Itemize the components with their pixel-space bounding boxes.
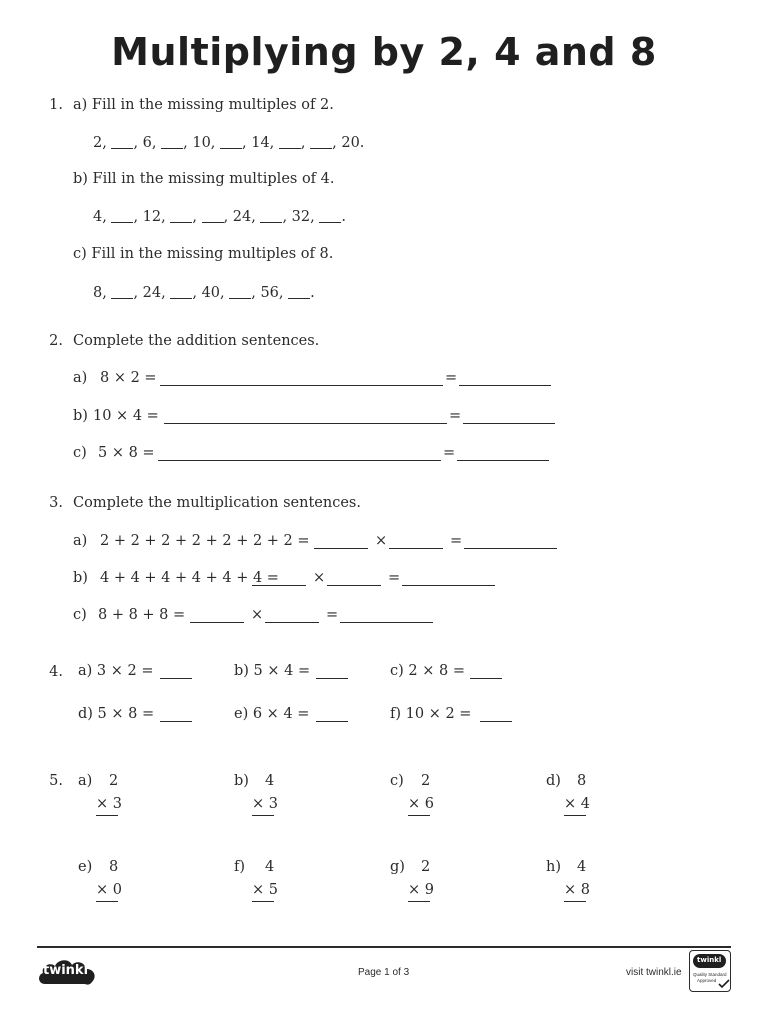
times-sign: × xyxy=(251,607,264,623)
seq-value: 2, xyxy=(93,135,107,151)
question-3a-letter: a) xyxy=(73,533,88,549)
answer-line[interactable] xyxy=(160,721,192,722)
question-5g-bottom: × 9 xyxy=(408,882,434,898)
badge-line-1: Quality Standard xyxy=(693,972,727,977)
question-1c-label: c) Fill in the missing multiples of 8. xyxy=(73,246,334,262)
answer-line[interactable] xyxy=(408,815,430,816)
visit-link[interactable]: visit twinkl.ie xyxy=(626,967,682,978)
question-5-number: 5. xyxy=(49,773,63,789)
question-4c: c) 2 × 8 = xyxy=(390,663,465,679)
answer-line[interactable] xyxy=(160,678,192,679)
question-1a-label: a) Fill in the missing multiples of 2. xyxy=(73,97,334,113)
quality-badge xyxy=(689,950,731,992)
equals-sign: = xyxy=(445,370,458,386)
page-title: Multiplying by 2, 4 and 8 xyxy=(111,30,657,74)
answer-line[interactable] xyxy=(327,585,381,586)
seq-value: 56, xyxy=(260,285,284,301)
answer-line[interactable] xyxy=(459,385,551,386)
answer-blank[interactable] xyxy=(111,134,133,149)
question-2-number: 2. xyxy=(49,333,63,349)
answer-line[interactable] xyxy=(164,423,447,424)
answer-line[interactable] xyxy=(160,385,443,386)
answer-line[interactable] xyxy=(480,721,512,722)
question-5f-bottom: × 5 xyxy=(252,882,278,898)
answer-line[interactable] xyxy=(96,901,118,902)
answer-line[interactable] xyxy=(470,678,502,679)
equals-sign: = xyxy=(443,445,456,461)
seq-value: 10, xyxy=(192,135,216,151)
question-5a-top: 2 xyxy=(109,773,119,789)
footer-divider xyxy=(37,946,731,948)
question-5h-letter: h) xyxy=(546,859,561,875)
question-5b-top: 4 xyxy=(265,773,275,789)
answer-blank[interactable] xyxy=(220,134,242,149)
question-5a-bottom: × 3 xyxy=(96,796,122,812)
seq-value: 24, xyxy=(232,209,256,225)
answer-line[interactable] xyxy=(158,460,441,461)
question-2b-letter: b) xyxy=(73,408,88,424)
question-2b-expression: 10 × 4 = xyxy=(93,408,159,424)
answer-blank[interactable] xyxy=(260,208,282,223)
answer-line[interactable] xyxy=(402,585,495,586)
question-5g-top: 2 xyxy=(421,859,431,875)
question-3-prompt: Complete the multiplication sentences. xyxy=(73,495,361,511)
answer-blank[interactable] xyxy=(111,208,133,223)
answer-blank[interactable] xyxy=(279,134,301,149)
question-2c-expression: 5 × 8 = xyxy=(98,445,155,461)
answer-line[interactable] xyxy=(463,423,555,424)
question-2a-expression: 8 × 2 = xyxy=(100,370,157,386)
answer-line[interactable] xyxy=(340,622,433,623)
question-4e: e) 6 × 4 = xyxy=(234,706,310,722)
equals-sign: = xyxy=(450,533,463,549)
times-sign: × xyxy=(313,570,326,586)
answer-line[interactable] xyxy=(252,815,274,816)
answer-line[interactable] xyxy=(96,815,118,816)
question-5a-letter: a) xyxy=(78,773,93,789)
equals-sign: = xyxy=(388,570,401,586)
seq-value: . xyxy=(341,209,346,225)
question-5b-bottom: × 3 xyxy=(252,796,278,812)
answer-line[interactable] xyxy=(464,548,557,549)
equals-sign: = xyxy=(449,408,462,424)
question-4b: b) 5 × 4 = xyxy=(234,663,311,679)
question-2c-letter: c) xyxy=(73,445,87,461)
answer-line[interactable] xyxy=(252,585,306,586)
question-3c-expression: 8 + 8 + 8 = xyxy=(98,607,186,623)
question-5c-letter: c) xyxy=(390,773,404,789)
seq-value: 32, xyxy=(291,209,315,225)
equals-sign: = xyxy=(326,607,339,623)
question-4-number: 4. xyxy=(49,664,63,680)
answer-blank[interactable] xyxy=(310,134,332,149)
seq-value: 14, xyxy=(251,135,275,151)
question-5c-bottom: × 6 xyxy=(408,796,434,812)
question-5d-bottom: × 4 xyxy=(564,796,590,812)
answer-line[interactable] xyxy=(564,901,586,902)
seq-value: 40, xyxy=(201,285,225,301)
badge-logo-text: twinkl xyxy=(697,956,722,964)
answer-blank[interactable] xyxy=(111,284,133,299)
page-number: Page 1 of 3 xyxy=(358,967,410,978)
question-4a: a) 3 × 2 = xyxy=(78,663,154,679)
times-sign: × xyxy=(375,533,388,549)
seq-value: 8, xyxy=(93,285,107,301)
question-1b-sequence: 4, , 12, , , 24, , 32, . xyxy=(93,209,346,225)
question-3-number: 3. xyxy=(49,495,63,511)
logo-text: twinkl xyxy=(43,963,89,978)
question-2-prompt: Complete the addition sentences. xyxy=(73,333,320,349)
question-3b-expression: 4 + 4 + 4 + 4 + 4 + 4 = xyxy=(100,570,279,586)
question-5b-letter: b) xyxy=(234,773,249,789)
answer-blank[interactable] xyxy=(170,208,192,223)
question-3c-letter: c) xyxy=(73,607,87,623)
question-5e-top: 8 xyxy=(109,859,119,875)
question-5h-top: 4 xyxy=(577,859,587,875)
question-1b-label: b) Fill in the missing multiples of 4. xyxy=(73,171,335,187)
seq-value: . xyxy=(310,285,315,301)
seq-value: 12, xyxy=(142,209,166,225)
question-1c-sequence: 8, , 24, , 40, , 56, . xyxy=(93,285,315,301)
question-5g-letter: g) xyxy=(390,859,405,875)
answer-line[interactable] xyxy=(190,622,244,623)
answer-line[interactable] xyxy=(265,622,319,623)
question-4f: f) 10 × 2 = xyxy=(390,706,472,722)
seq-value: 6, xyxy=(142,135,157,151)
answer-line[interactable] xyxy=(316,678,348,679)
answer-blank[interactable] xyxy=(229,284,251,299)
answer-line[interactable] xyxy=(389,548,443,549)
answer-line[interactable] xyxy=(314,548,368,549)
seq-value: 24, xyxy=(142,285,166,301)
question-5c-top: 2 xyxy=(421,773,431,789)
answer-blank[interactable] xyxy=(170,284,192,299)
question-5d-letter: d) xyxy=(546,773,561,789)
twinkl-logo xyxy=(37,956,99,988)
answer-blank[interactable] xyxy=(202,208,224,223)
question-5d-top: 8 xyxy=(577,773,587,789)
question-1a-sequence: 2, , 6, , 10, , 14, , , 20. xyxy=(93,135,365,151)
question-5f-top: 4 xyxy=(265,859,275,875)
question-3a-expression: 2 + 2 + 2 + 2 + 2 + 2 + 2 = xyxy=(100,533,310,549)
checkmark-icon xyxy=(718,979,730,989)
seq-value: 20. xyxy=(341,135,365,151)
question-2a-letter: a) xyxy=(73,370,88,386)
answer-line[interactable] xyxy=(316,721,348,722)
question-5h-bottom: × 8 xyxy=(564,882,590,898)
question-5f-letter: f) xyxy=(234,859,246,875)
question-5e-bottom: × 0 xyxy=(96,882,122,898)
question-1-number: 1. xyxy=(49,97,63,113)
answer-line[interactable] xyxy=(252,901,274,902)
answer-blank[interactable] xyxy=(288,284,310,299)
question-3b-letter: b) xyxy=(73,570,88,586)
answer-blank[interactable] xyxy=(319,208,341,223)
answer-line[interactable] xyxy=(564,815,586,816)
answer-line[interactable] xyxy=(408,901,430,902)
seq-value: 4, xyxy=(93,209,107,225)
question-4d: d) 5 × 8 = xyxy=(78,706,155,722)
badge-line-2: Approved xyxy=(697,978,717,983)
answer-blank[interactable] xyxy=(161,134,183,149)
answer-line[interactable] xyxy=(457,460,549,461)
question-5e-letter: e) xyxy=(78,859,93,875)
